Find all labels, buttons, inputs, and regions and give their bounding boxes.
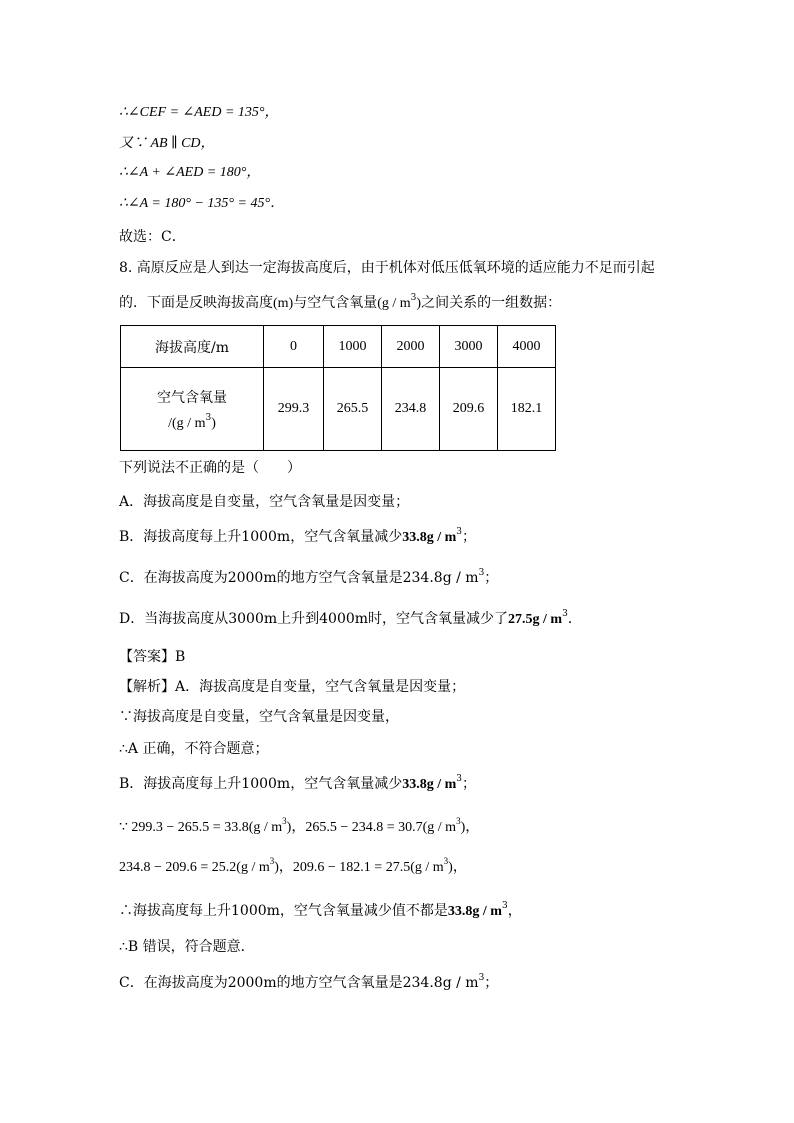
analysis-6-end: ， xyxy=(507,903,522,919)
analysis-line-1: ∵海拔高度是自变量，空气含氧量是因变量， xyxy=(119,709,399,725)
analysis-8-text: C．在海拔高度为2000m的地方空气含氧量是234.8g / m xyxy=(119,975,479,991)
analysis-5-sup-1: 3 xyxy=(269,856,275,866)
analysis-4-a: ∵ 299.3 − 265.5 = 33.8 xyxy=(119,820,249,835)
analysis-5-sup-2: 3 xyxy=(443,856,449,866)
analysis-3-value: 33.8g / m xyxy=(402,777,457,792)
analysis-line-7: ∴B 错误，符合题意． xyxy=(119,939,255,955)
solution-line-1: ∴∠CEF = ∠AED = 135°， xyxy=(119,105,279,120)
table-cell-height: 3000 xyxy=(440,326,498,368)
option-d-end: ． xyxy=(567,611,582,627)
table-cell-oxygen: 209.6 xyxy=(440,368,498,451)
solution-line-2 xyxy=(119,133,215,154)
analysis-3-text: B．海拔高度每上升1000m，空气含氧量减少 xyxy=(119,776,403,792)
analysis-4-b: (g / m xyxy=(248,820,283,835)
analysis-8-end: ； xyxy=(484,975,499,991)
analysis-3-end: ； xyxy=(462,776,476,792)
oxygen-label-text: 空气含氧量 xyxy=(157,389,227,406)
option-d-text: D．当海拔高度从3000m上升到4000m时，空气含氧量减少了 xyxy=(119,611,509,627)
q8-sup: 3 xyxy=(410,293,417,303)
analysis-6-sup: 3 xyxy=(501,901,508,911)
q8-text-a: 的．下面是反映海拔高度 xyxy=(119,295,273,311)
option-c xyxy=(119,568,498,588)
table-cell-height: 2000 xyxy=(382,326,440,368)
option-d xyxy=(119,609,582,630)
table-header-height-label: 海拔高度/m xyxy=(121,326,264,368)
analysis-4-c: )，265.5 − 234.8 = 30.7 xyxy=(286,820,423,835)
option-b xyxy=(119,527,476,548)
option-d-sup: 3 xyxy=(562,609,568,619)
option-c-text: C．在海拔高度为2000m的地方空气含氧量是234.8g / m xyxy=(119,570,479,586)
table-cell-height: 1000 xyxy=(324,326,382,368)
analysis-line-8 xyxy=(119,973,498,993)
q8-text-c: 与空气含氧量 xyxy=(293,295,378,311)
analysis-6-value: 33.8g / m xyxy=(447,904,502,919)
option-b-sup: 3 xyxy=(456,527,462,537)
q8-unit-close: ) xyxy=(416,296,422,311)
oxygen-unit-open: /(g / m xyxy=(168,415,206,431)
analysis-3-sup: 3 xyxy=(456,774,462,784)
option-a: A．海拔高度是自变量，空气含氧量是因变量； xyxy=(119,494,410,510)
option-c-sup: 3 xyxy=(478,568,485,578)
solution-line-4: ∴∠A = 180° − 135° = 45°． xyxy=(119,196,285,211)
analysis-4-d: (g / m xyxy=(422,820,457,835)
question-8-prompt: 下列说法不正确的是（ ） xyxy=(119,460,301,476)
analysis-8-sup: 3 xyxy=(478,973,485,983)
table-header-oxygen-label xyxy=(121,368,264,451)
solution-choice: 故选：C． xyxy=(119,229,186,245)
table-row-height xyxy=(121,326,556,368)
q8-unit-g: (g / m xyxy=(377,296,411,311)
analysis-6-text: ∴海拔高度每上升1000m，空气含氧量减少值不都是 xyxy=(119,903,448,919)
analysis-4-sup-1: 3 xyxy=(282,816,287,826)
table-cell-height: 4000 xyxy=(498,326,556,368)
altitude-oxygen-table xyxy=(120,325,556,451)
option-c-end: ； xyxy=(484,570,499,586)
table-cell-oxygen: 182.1 xyxy=(498,368,556,451)
analysis-4-e: )， xyxy=(460,820,480,835)
answer-line: 【答案】B xyxy=(119,649,186,665)
q8-unit-m: (m) xyxy=(273,296,294,311)
analysis-line-6 xyxy=(119,901,522,922)
oxygen-unit-close: ) xyxy=(211,415,216,431)
table-cell-oxygen: 234.8 xyxy=(382,368,440,451)
analysis-4-sup-2: 3 xyxy=(456,816,461,826)
option-b-value: 33.8g / m xyxy=(402,530,457,545)
analysis-5-b: (g / m xyxy=(236,860,270,875)
analysis-line-a: 【解析】A．海拔高度是自变量，空气含氧量是因变量； xyxy=(119,679,466,695)
q8-text-f: 之间关系的一组数据： xyxy=(421,295,562,311)
table-row-oxygen xyxy=(121,368,556,451)
table-cell-height: 0 xyxy=(264,326,324,368)
analysis-5-c: )，209.6 − 182.1 = 27.5 xyxy=(274,860,411,875)
analysis-line-3 xyxy=(119,774,476,795)
analysis-5-d: (g / m xyxy=(410,860,444,875)
analysis-5-e: )， xyxy=(448,860,467,875)
option-b-end: ； xyxy=(462,529,476,545)
question-8-line-2 xyxy=(119,293,561,314)
analysis-line-5 xyxy=(119,858,467,878)
oxygen-unit-sup: 3 xyxy=(205,412,212,423)
option-b-text: B．海拔高度每上升1000m，空气含氧量减少 xyxy=(119,529,403,545)
analysis-line-4 xyxy=(119,818,479,838)
analysis-line-2: ∴A 正确，不符合题意； xyxy=(119,741,269,757)
option-d-value: 27.5g / m xyxy=(508,612,563,627)
table-cell-oxygen: 265.5 xyxy=(324,368,382,451)
solution-line-3: ∴∠A + ∠AED = 180°， xyxy=(119,165,261,180)
question-8-line-1: 8. 高原反应是人到达一定海拔高度后，由于机体对低压低氧环境的适应能力不足而引起 xyxy=(119,260,655,276)
solution-line-2-text: 又∵ AB ∥ CD， xyxy=(119,136,215,151)
analysis-5-a: 234.8 − 209.6 = 25.2 xyxy=(119,860,237,875)
table-cell-oxygen: 299.3 xyxy=(264,368,324,451)
oxygen-label-unit xyxy=(121,412,263,432)
